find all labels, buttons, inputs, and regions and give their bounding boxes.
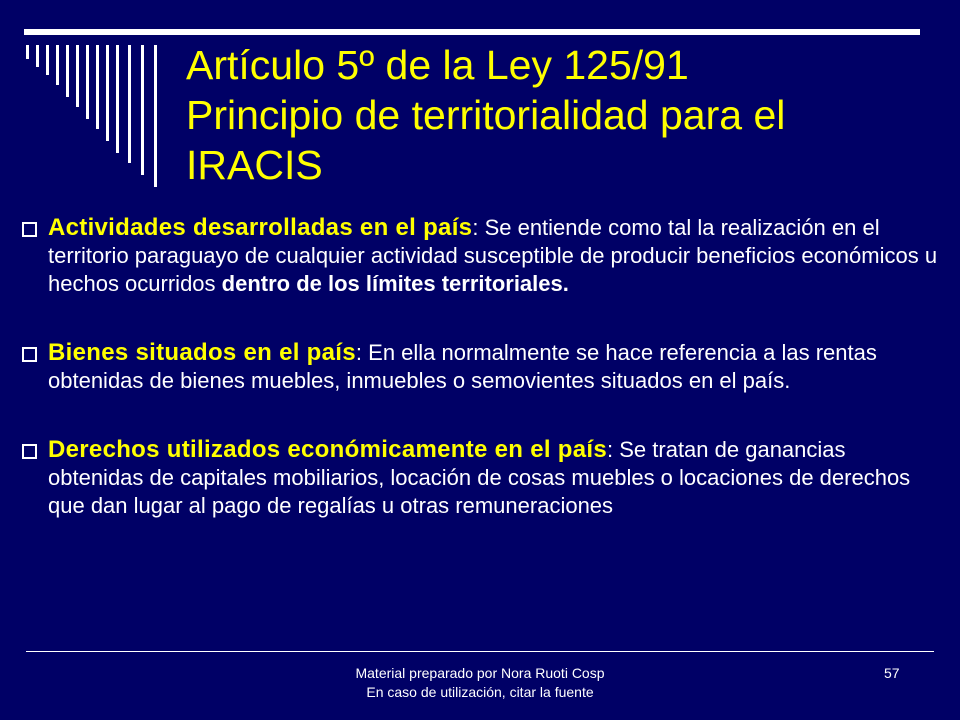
title-line: IRACIS [186, 142, 323, 188]
bullet-heading: Derechos utilizados económicamente en el país [48, 436, 608, 463]
title-line: Artículo 5º de la Ley 125/91 [186, 42, 689, 88]
square-bullet-icon [22, 222, 37, 237]
bullet-text: Se tratan de ganancias obtenidas de capitales mobiliarios, locación de cosas muebles o locaciones de derechos que dan lugar al pago de regalías u otras remuneraciones [48, 437, 911, 518]
bullet-colon: : [607, 437, 614, 462]
bullet-list [22, 214, 942, 520]
bullet-text: Se entiende como tal la realización en el territorio paraguayo de cualquier actividad susceptible de producir beneficios económicos u hechos ocurridos [48, 215, 938, 296]
bullet-item [22, 436, 942, 520]
bullet-text: En ella normalmente se hace referencia a las rentas obtenidas de bienes muebles, inmuebles o semovientes situados en el país. [48, 340, 877, 393]
page-number: 57 [884, 665, 900, 681]
slide-title [186, 40, 926, 190]
bullet-item [22, 339, 942, 395]
bullet-item [22, 214, 942, 298]
bullet-emphasis: dentro de los límites territoriales. [221, 271, 569, 296]
bullet-heading: Actividades desarrolladas en el país [48, 214, 473, 241]
square-bullet-icon [22, 444, 37, 459]
bullet-colon: : [472, 215, 479, 240]
top-rule [24, 29, 920, 35]
square-bullet-icon [22, 347, 37, 362]
title-line: Principio de territorialidad para el [186, 92, 786, 138]
footer-credit-line: Material preparado por Nora Ruoti Cosp [355, 665, 605, 681]
bullet-colon: : [355, 340, 363, 365]
bullet-heading: Bienes situados en el país [48, 339, 356, 366]
footer-rule [26, 651, 934, 652]
footer-credit [300, 664, 660, 702]
footer-credit-line: En caso de utilización, citar la fuente [366, 684, 594, 700]
